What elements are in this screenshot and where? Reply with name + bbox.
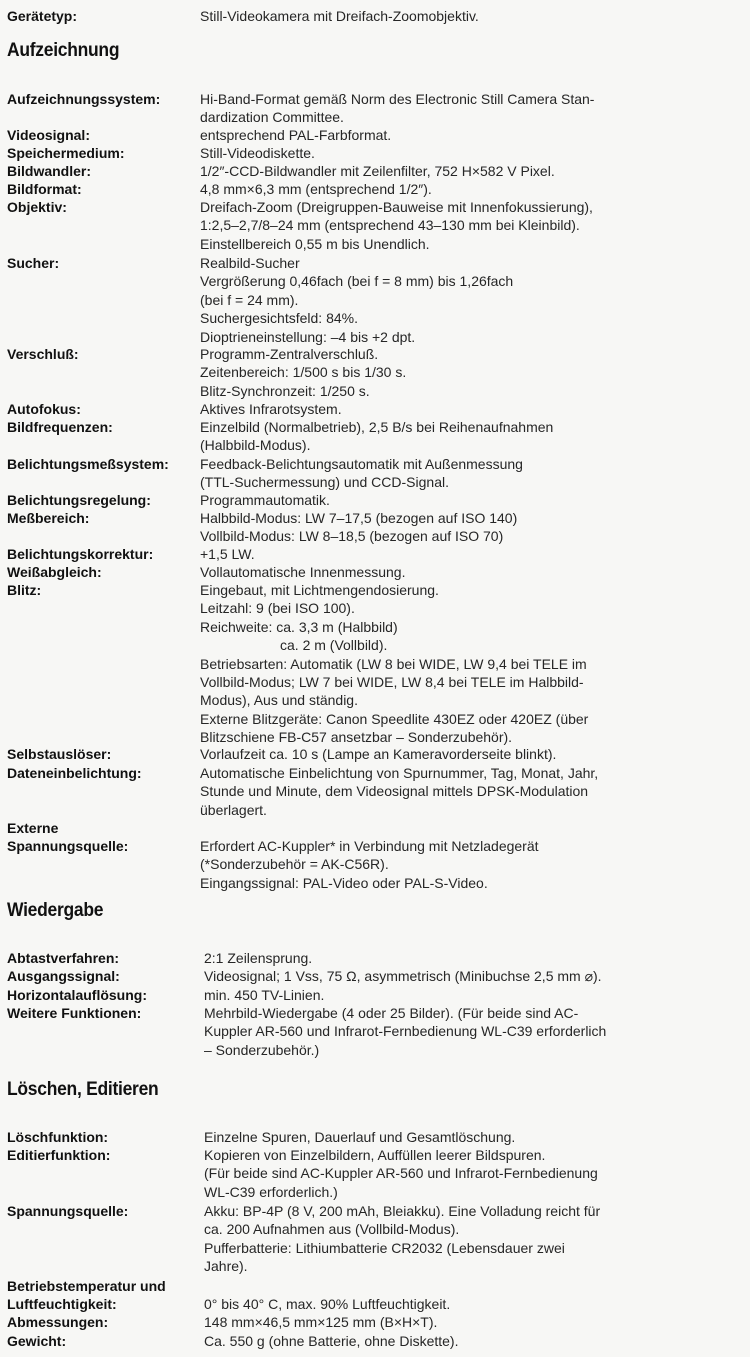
spec-label: Dateneinbelichtung: [7,765,142,781]
spec-value [204,1332,749,1350]
spec-value-line: Vollbild-Modus; LW 7 bei WIDE, LW 8,4 bei TELE im Halbbild- [200,674,584,691]
spec-value-line: Einzelne Spuren, Dauerlauf und Gesamtlöschung. [204,1129,516,1145]
spec-label: Belichtungsregelung: [7,492,151,508]
spec-label: Blitz: [7,582,42,598]
spec-value-line: Automatische Einbelichtung von Spurnummer, Tag, Monat, Jahr, [200,765,599,781]
spec-label: Externe [7,820,59,836]
spec-value-line: Ca. 550 g (ohne Batterie, ohne Diskette). [204,1333,459,1349]
spec-value [204,1128,749,1146]
spec-label: Videosignal: [7,127,90,143]
spec-value [200,345,745,400]
spec-label: Editierfunktion: [7,1147,111,1163]
spec-value-line: 4,8 mm×6,3 mm (entsprechend 1/2″). [200,181,432,197]
spec-label: Belichtungskorrektur: [7,546,154,562]
spec-value [200,545,745,563]
spec-value-line: Akku: BP-4P (8 V, 200 mAh, Bleiakku). Eine Volladung reicht für [204,1203,601,1219]
spec-value [200,418,745,455]
spec-value [204,1004,749,1059]
spec-value [200,837,745,892]
spec-value [204,949,749,967]
spec-value-line: min. 450 TV-Linien. [204,987,325,1003]
spec-value-line: Suchergesichtsfeld: 84%. [200,310,358,327]
spec-value-line: Vollbild-Modus: LW 8–18,5 (bezogen auf ISO 70) [200,528,504,545]
spec-value-line: Jahre). [204,1258,248,1275]
spec-label: Spannungsquelle: [7,1203,129,1219]
spec-value [204,1313,749,1331]
spec-label: Bildwandler: [7,163,92,179]
spec-value-line: 0° bis 40° C, max. 90% Luftfeuchtigkeit. [204,1296,451,1312]
spec-value [204,1146,749,1201]
spec-label: Autofokus: [7,401,81,417]
spec-value-line: (Halbbild-Modus). [200,437,311,454]
spec-value [200,491,745,509]
spec-value [200,198,745,253]
section-title-loeschen-editieren: Löschen, Editieren [7,1079,159,1100]
spec-value-line: WL-C39 erforderlich.) [204,1183,338,1200]
spec-label: Selbstauslöser: [7,746,112,762]
spec-value-line: Externe Blitzgeräte: Canon Speedlite 430EZ oder 420EZ (über [200,710,589,727]
spec-value [204,1295,749,1313]
spec-label: Gewicht: [7,1333,67,1349]
spec-value-line: Kuppler AR-560 und Infrarot-Fernbedienung WL-C39 erforderlich [204,1023,607,1040]
spec-value [200,764,745,819]
spec-label: Speichermedium: [7,145,125,161]
spec-value-line: (*Sonderzubehör = AK-C56R). [200,856,389,873]
spec-label: Ausgangssignal: [7,968,120,984]
spec-label: Abmessungen: [7,1314,109,1330]
spec-value-line: Dreifach-Zoom (Dreigruppen-Bauweise mit Innenfokussierung), [200,199,593,215]
spec-value-line: Eingangssignal: PAL-Video oder PAL-S-Video. [200,874,488,891]
spec-value-line: Vergrößerung 0,46fach (bei f = 8 mm) bis 1,26fach [200,273,514,290]
spec-value-line: Blitz-Synchronzeit: 1/250 s. [200,382,370,399]
spec-value-line: Videosignal; 1 Vss, 75 Ω, asymmetrisch (Minibuchse 2,5 mm ⌀). [204,968,602,984]
spec-value-line: Zeitenbereich: 1/500 s bis 1/30 s. [200,364,407,381]
spec-value-line: Mehrbild-Wiedergabe (4 oder 25 Bilder). (Für beide sind AC- [204,1005,579,1021]
spec-value [200,126,745,144]
spec-label: Aufzeichnungssystem: [7,91,161,107]
spec-value [200,162,745,180]
spec-value-line: (TTL-Suchermessung) und CCD-Signal. [200,474,449,491]
spec-value [200,581,745,747]
spec-value-line: Realbild-Sucher [200,255,300,271]
spec-label: Meßbereich: [7,510,90,526]
spec-value-line: entsprechend PAL-Farbformat. [200,127,392,143]
spec-label: Abtastverfahren: [7,950,120,966]
spec-value [200,400,745,418]
spec-value-line: Aktives Infrarotsystem. [200,401,342,417]
spec-value [200,563,745,581]
spec-value-line: Vollautomatische Innenmessung. [200,564,406,580]
spec-value-line: Einzelbild (Normalbetrieb), 2,5 B/s bei Reihenaufnahmen [200,419,554,435]
spec-label: Löschfunktion: [7,1129,109,1145]
spec-value-line: Programmautomatik. [200,492,330,508]
spec-value [200,745,745,763]
spec-value-line: Hi-Band-Format gemäß Norm des Electronic Still Camera Stan- [200,91,595,107]
spec-value-line: Kopieren von Einzelbildern, Auffüllen leerer Bildspuren. [204,1147,546,1163]
spec-value-line: Modus), Aus und ständig. [200,692,358,709]
spec-label: Weißabgleich: [7,564,102,580]
spec-value-line: Erfordert AC-Kuppler* in Verbindung mit Netzladegerät [200,838,539,854]
spec-value-line: 2:1 Zeilensprung. [204,950,313,966]
spec-value [200,509,745,546]
spec-value-line: 1/2″-CCD-Bildwandler mit Zeilenfilter, 752 H×582 V Pixel. [200,163,555,179]
spec-label: Weitere Funktionen: [7,1005,142,1021]
spec-value [204,986,749,1004]
spec-value-line: Pufferbatterie: Lithiumbatterie CR2032 (Lebensdauer zwei [204,1239,565,1256]
spec-value-line: Leitzahl: 9 (bei ISO 100). [200,600,355,617]
spec-value [200,144,745,162]
spec-value [204,967,749,985]
spec-value-line: – Sonderzubehör.) [204,1041,320,1058]
spec-value-line: Halbbild-Modus: LW 7–17,5 (bezogen auf ISO 140) [200,510,518,526]
spec-value [204,1202,749,1276]
spec-value-line: Stunde und Minute, dem Videosignal mittels DPSK-Modulation [200,783,589,800]
spec-value [200,90,745,127]
spec-value-line: Einstellbereich 0,55 m bis Unendlich. [200,235,430,252]
spec-value-line: +1,5 LW. [200,546,255,562]
spec-value-line: Eingebaut, mit Lichtmengendosierung. [200,582,439,598]
spec-label: Objektiv: [7,199,67,215]
spec-label: Verschluß: [7,346,79,362]
spec-value-line: 1:2,5–2,7/8–24 mm (entsprechend 43–130 mm bei Kleinbild). [200,217,580,234]
spec-value-line: Betriebsarten: Automatik (LW 8 bei WIDE, LW 9,4 bei TELE im [200,655,587,672]
spec-label: Belichtungsmeßsystem: [7,456,169,472]
spec-label: Bildfrequenzen: [7,419,113,435]
spec-value [200,180,745,198]
spec-value-line: Reichweite: ca. 3,3 m (Halbbild) [200,618,398,635]
spec-label: Luftfeuchtigkeit: [7,1296,117,1312]
spec-value [200,7,745,25]
spec-value-line: Vorlaufzeit ca. 10 s (Lampe an Kameravorderseite blinkt). [200,746,557,762]
spec-value-line: (bei f = 24 mm). [200,291,299,308]
section-title-wiedergabe: Wiedergabe [7,900,104,921]
spec-value-line: Programm-Zentralverschluß. [200,346,379,362]
spec-value-line: Feedback-Belichtungsautomatik mit Außenmessung [200,456,523,472]
spec-value-line: Blitzschiene FB-C57 ansetzbar – Sonderzubehör). [200,729,513,746]
spec-value [200,254,745,346]
spec-value-line: Still-Videodiskette. [200,145,315,161]
spec-value-line: ca. 2 m (Vollbild). [280,637,388,654]
spec-value-line: ca. 200 Aufnahmen aus (Vollbild-Modus). [204,1221,460,1238]
spec-label: Betriebstemperatur und [7,1278,166,1294]
spec-label: Gerätetyp: [7,8,78,24]
spec-value-line: dardization Committee. [200,109,344,126]
spec-label: Horizontalauflösung: [7,987,147,1003]
spec-label: Bildformat: [7,181,82,197]
spec-label: Sucher: [7,255,60,271]
spec-value-line: 148 mm×46,5 mm×125 mm (B×H×T). [204,1314,438,1330]
spec-value-line: (Für beide sind AC-Kuppler AR-560 und Infrarot-Fernbedienung [204,1165,598,1182]
spec-value-line: Dioptrieneinstellung: –4 bis +2 dpt. [200,328,416,345]
spec-value [200,455,745,492]
section-title-aufzeichnung: Aufzeichnung [7,40,120,61]
spec-value-line: überlagert. [200,801,267,818]
spec-value-line: Still-Videokamera mit Dreifach-Zoomobjektiv. [200,8,479,24]
spec-label: Spannungsquelle: [7,838,129,854]
